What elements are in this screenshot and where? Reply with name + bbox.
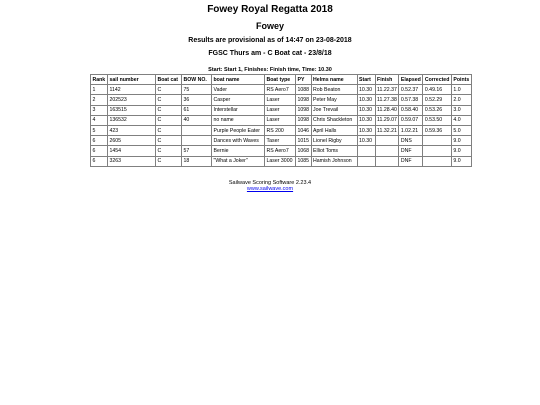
cell-py: 1046 (296, 125, 312, 135)
cell-corrected: 0.52.29 (423, 95, 452, 105)
cell-elapsed: 0.57.38 (399, 95, 423, 105)
cell-py: 1098 (296, 95, 312, 105)
cell-bow-no: 75 (182, 85, 212, 95)
cell-points: 1.0 (451, 85, 471, 95)
cell-boat-type: RS Aero7 (265, 85, 296, 95)
column-header-elapsed: Elapsed (399, 75, 423, 85)
column-header-boat-name: boat name (212, 75, 265, 85)
race-title: FGSC Thurs am - C Boat cat - 23/8/18 (208, 50, 332, 57)
table-row (91, 115, 472, 125)
cell-sail-number: 3263 (108, 156, 156, 166)
cell-boat-cat: C (156, 85, 182, 95)
cell-start (357, 146, 375, 156)
cell-bow-no: 36 (182, 95, 212, 105)
cell-boat-cat: C (156, 95, 182, 105)
cell-points: 2.0 (451, 95, 471, 105)
cell-elapsed: 0.59.07 (399, 115, 423, 125)
cell-boat-name: Purple People Eater (212, 125, 265, 135)
cell-elapsed: 0.58.40 (399, 105, 423, 115)
table-row (91, 125, 472, 135)
column-header-helms-name: Helms name (311, 75, 357, 85)
cell-rank: 5 (91, 125, 108, 135)
cell-boat-name: Interstellar (212, 105, 265, 115)
provisional-notice: Results are provisional as of 14:47 on 23-08-2018 (188, 37, 352, 44)
table-row (91, 85, 472, 95)
cell-py: 1015 (296, 136, 312, 146)
cell-sail-number: 2605 (108, 136, 156, 146)
cell-rank: 3 (91, 105, 108, 115)
table-row (91, 105, 472, 115)
column-header-boat-type: Boat type (265, 75, 296, 85)
cell-rank: 2 (91, 95, 108, 105)
cell-sail-number: 136532 (108, 115, 156, 125)
cell-rank: 4 (91, 115, 108, 125)
cell-rank: 6 (91, 136, 108, 146)
cell-corrected: 0.53.26 (423, 105, 452, 115)
footer-link-wrap (0, 186, 540, 192)
cell-finish: 11.32.21 (375, 125, 399, 135)
cell-helms-name: Joe Trevail (311, 105, 357, 115)
cell-start: 10.30 (357, 95, 375, 105)
column-header-start: Start (357, 75, 375, 85)
column-header-py: PY (296, 75, 312, 85)
software-credit: Sailwave Scoring Software 2.23.4 (228, 180, 312, 186)
cell-finish (375, 136, 399, 146)
cell-rank: 6 (91, 156, 108, 166)
cell-py: 1085 (296, 156, 312, 166)
cell-points: 5.0 (451, 125, 471, 135)
column-header-bow-no: BOW NO. (182, 75, 212, 85)
cell-start (357, 156, 375, 166)
cell-finish (375, 156, 399, 166)
cell-bow-no: 57 (182, 146, 212, 156)
cell-corrected: 0.53.50 (423, 115, 452, 125)
cell-finish: 11.28.40 (375, 105, 399, 115)
cell-points: 4.0 (451, 115, 471, 125)
cell-bow-no (182, 125, 212, 135)
cell-boat-type: Taser (265, 136, 296, 146)
column-header-rank: Rank (91, 75, 108, 85)
cell-bow-no (182, 136, 212, 146)
cell-elapsed: 0.52.37 (399, 85, 423, 95)
cell-start: 10.30 (357, 136, 375, 146)
cell-elapsed: DNS (399, 136, 423, 146)
cell-corrected (423, 136, 452, 146)
cell-bow-no: 40 (182, 115, 212, 125)
table-row (91, 146, 472, 156)
table-row (91, 95, 472, 105)
cell-finish: 11.27.38 (375, 95, 399, 105)
cell-helms-name: Rob Beaton (311, 85, 357, 95)
table-row (91, 136, 472, 146)
cell-sail-number: 202523 (108, 95, 156, 105)
cell-boat-cat: C (156, 146, 182, 156)
cell-boat-cat: C (156, 105, 182, 115)
table-body (91, 85, 472, 167)
cell-py: 1068 (296, 146, 312, 156)
cell-points: 9.0 (451, 156, 471, 166)
cell-boat-name: no name (212, 115, 265, 125)
column-header-sail-number: sail number (108, 75, 156, 85)
column-header-corrected: Corrected (423, 75, 452, 85)
cell-corrected: 0.59.36 (423, 125, 452, 135)
cell-boat-cat: C (156, 156, 182, 166)
column-header-boat-cat: Boat cat (156, 75, 182, 85)
cell-start: 10.30 (357, 115, 375, 125)
cell-boat-type: Laser (265, 105, 296, 115)
cell-boat-cat: C (156, 115, 182, 125)
cell-start: 10.30 (357, 105, 375, 115)
cell-py: 1088 (296, 85, 312, 95)
cell-boat-type: RS 200 (265, 125, 296, 135)
cell-points: 9.0 (451, 146, 471, 156)
cell-boat-name: Casper (212, 95, 265, 105)
results-table (90, 74, 472, 167)
cell-corrected (423, 146, 452, 156)
cell-start: 10.30 (357, 125, 375, 135)
cell-start: 10.30 (357, 85, 375, 95)
cell-helms-name: Chris Shackleton (311, 115, 357, 125)
event-title: Fowey Royal Regatta 2018 (207, 4, 333, 15)
cell-helms-name: Hamish Johnson (311, 156, 357, 166)
venue-title: Fowey (255, 21, 284, 31)
cell-boat-type: RS Aero7 (265, 146, 296, 156)
cell-bow-no: 61 (182, 105, 212, 115)
cell-boat-type: Laser (265, 95, 296, 105)
cell-finish (375, 146, 399, 156)
cell-sail-number: 1142 (108, 85, 156, 95)
cell-bow-no: 18 (182, 156, 212, 166)
cell-elapsed: 1.02.21 (399, 125, 423, 135)
table-header-row (91, 75, 472, 85)
cell-py: 1098 (296, 115, 312, 125)
cell-rank: 1 (91, 85, 108, 95)
cell-elapsed: DNF (399, 156, 423, 166)
column-header-finish: Finish (375, 75, 399, 85)
cell-finish: 11.29.07 (375, 115, 399, 125)
cell-corrected (423, 156, 452, 166)
start-info: Start: Start 1, Finishes: Finish time, Time: 10.30 (208, 67, 332, 73)
cell-sail-number: 1454 (108, 146, 156, 156)
cell-elapsed: DNF (399, 146, 423, 156)
cell-points: 9.0 (451, 136, 471, 146)
cell-boat-cat: C (156, 125, 182, 135)
cell-sail-number: 423 (108, 125, 156, 135)
sailwave-link[interactable]: www.sailwave.com (246, 186, 294, 192)
cell-py: 1098 (296, 105, 312, 115)
cell-rank: 6 (91, 146, 108, 156)
cell-points: 3.0 (451, 105, 471, 115)
column-header-points: Points (451, 75, 471, 85)
table-row (91, 156, 472, 166)
cell-boat-type: Laser (265, 115, 296, 125)
cell-helms-name: Lionel Rigby (311, 136, 357, 146)
cell-finish: 11.22.37 (375, 85, 399, 95)
cell-boat-name: Bernie (212, 146, 265, 156)
cell-sail-number: 163515 (108, 105, 156, 115)
cell-boat-cat: C (156, 136, 182, 146)
cell-helms-name: Peter May (311, 95, 357, 105)
cell-helms-name: Elliot Toms (311, 146, 357, 156)
cell-boat-name: "What a Joker" (212, 156, 265, 166)
cell-boat-name: Dances with Waves (212, 136, 265, 146)
cell-helms-name: April Halls (311, 125, 357, 135)
cell-boat-name: Vader (212, 85, 265, 95)
cell-boat-type: Laser 3000 (265, 156, 296, 166)
cell-corrected: 0.49.16 (423, 85, 452, 95)
